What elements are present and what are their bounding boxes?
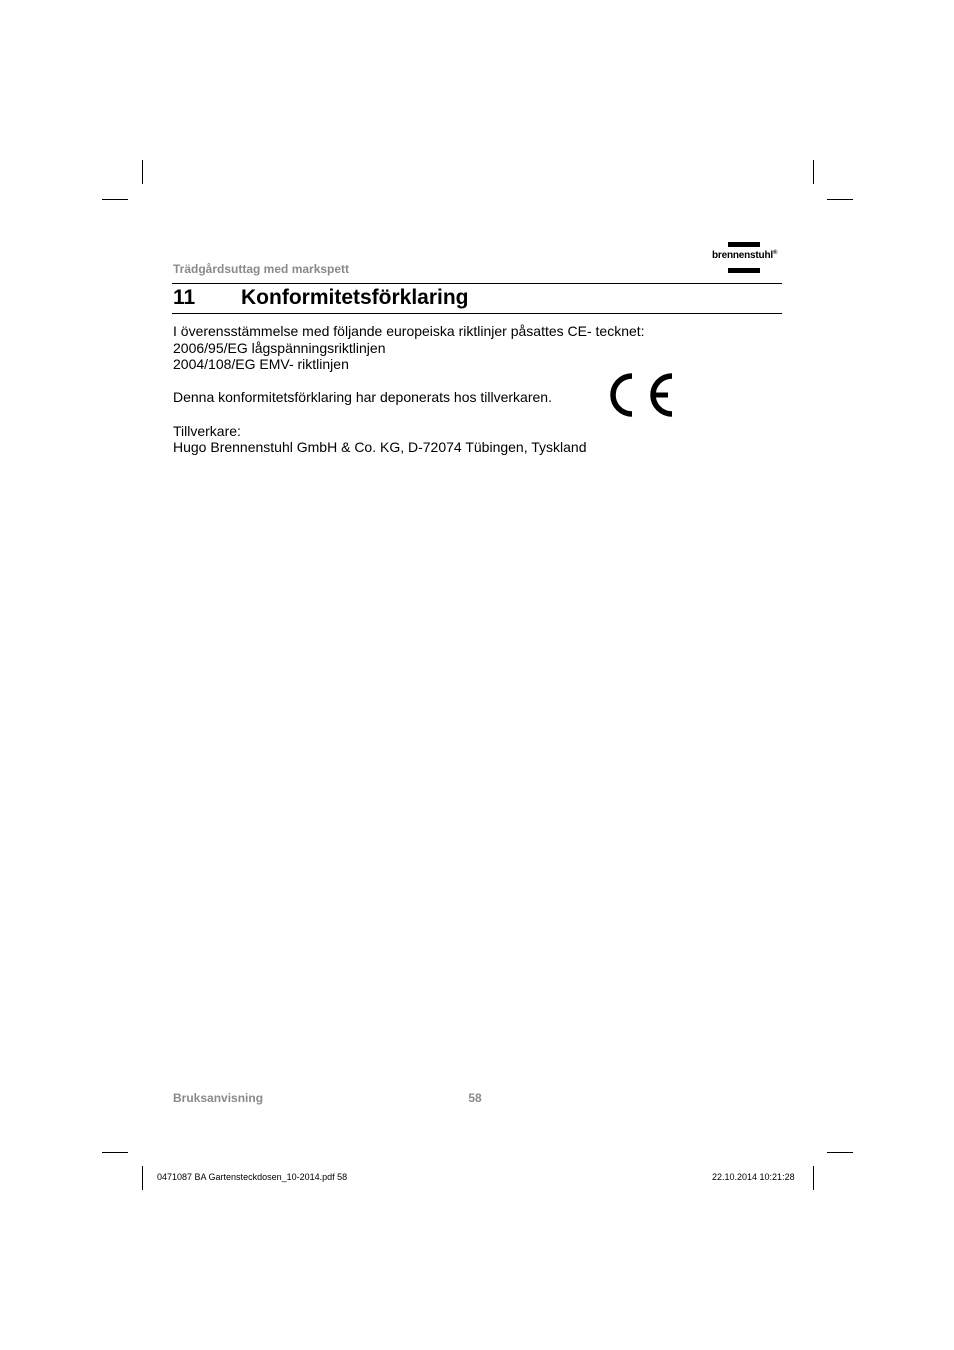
paragraph-manufacturer-label: Tillverkare:	[173, 423, 241, 439]
crop-mark-top-right-vertical	[813, 160, 814, 184]
print-slug-datetime: 22.10.2014 10:21:28	[712, 1172, 795, 1182]
logo-registered-mark: ®	[772, 250, 778, 256]
heading-rule	[172, 313, 782, 314]
footer-label: Bruksanvisning	[173, 1091, 264, 1105]
paragraph-directive-low-voltage: 2006/95/EG lågspänningsriktlinjen	[173, 340, 386, 356]
crop-mark-bottom-right-horizontal	[827, 1152, 853, 1153]
ce-mark-icon	[610, 370, 676, 420]
logo-wordmark	[712, 250, 777, 261]
brennenstuhl-logo	[712, 242, 782, 274]
paragraph-manufacturer-address: Hugo Brennenstuhl GmbH & Co. KG, D-72074 Tübingen, Tyskland	[173, 439, 587, 455]
crop-mark-top-left-horizontal	[102, 199, 128, 200]
crop-mark-bottom-right-vertical	[813, 1166, 814, 1190]
page-number: 58	[468, 1091, 482, 1105]
crop-mark-bottom-left-horizontal	[102, 1152, 128, 1153]
section-number: 11	[173, 286, 196, 309]
logo-bar-bottom	[728, 268, 760, 273]
crop-mark-top-left-vertical	[142, 160, 143, 184]
logo-text: brennenstuhl	[712, 250, 773, 261]
paragraph-directive-emc: 2004/108/EG EMV- riktlinjen	[173, 356, 349, 372]
print-slug-filename: 0471087 BA Gartensteckdosen_10-2014.pdf 58	[157, 1172, 348, 1182]
paragraph-directives-intro: I överensstämmelse med följande europeiska riktlinjer påsattes CE- tecknet:	[173, 323, 645, 339]
crop-mark-bottom-left-vertical	[142, 1166, 143, 1190]
section-title: Konformitetsförklaring	[241, 286, 469, 309]
paragraph-declaration-deposited: Denna konformitetsförklaring har deponerats hos tillverkaren.	[173, 389, 552, 405]
logo-bar-top	[728, 242, 760, 247]
running-header-title: Trädgårdsuttag med markspett	[173, 262, 350, 276]
header-rule	[172, 283, 782, 284]
crop-mark-top-right-horizontal	[827, 199, 853, 200]
